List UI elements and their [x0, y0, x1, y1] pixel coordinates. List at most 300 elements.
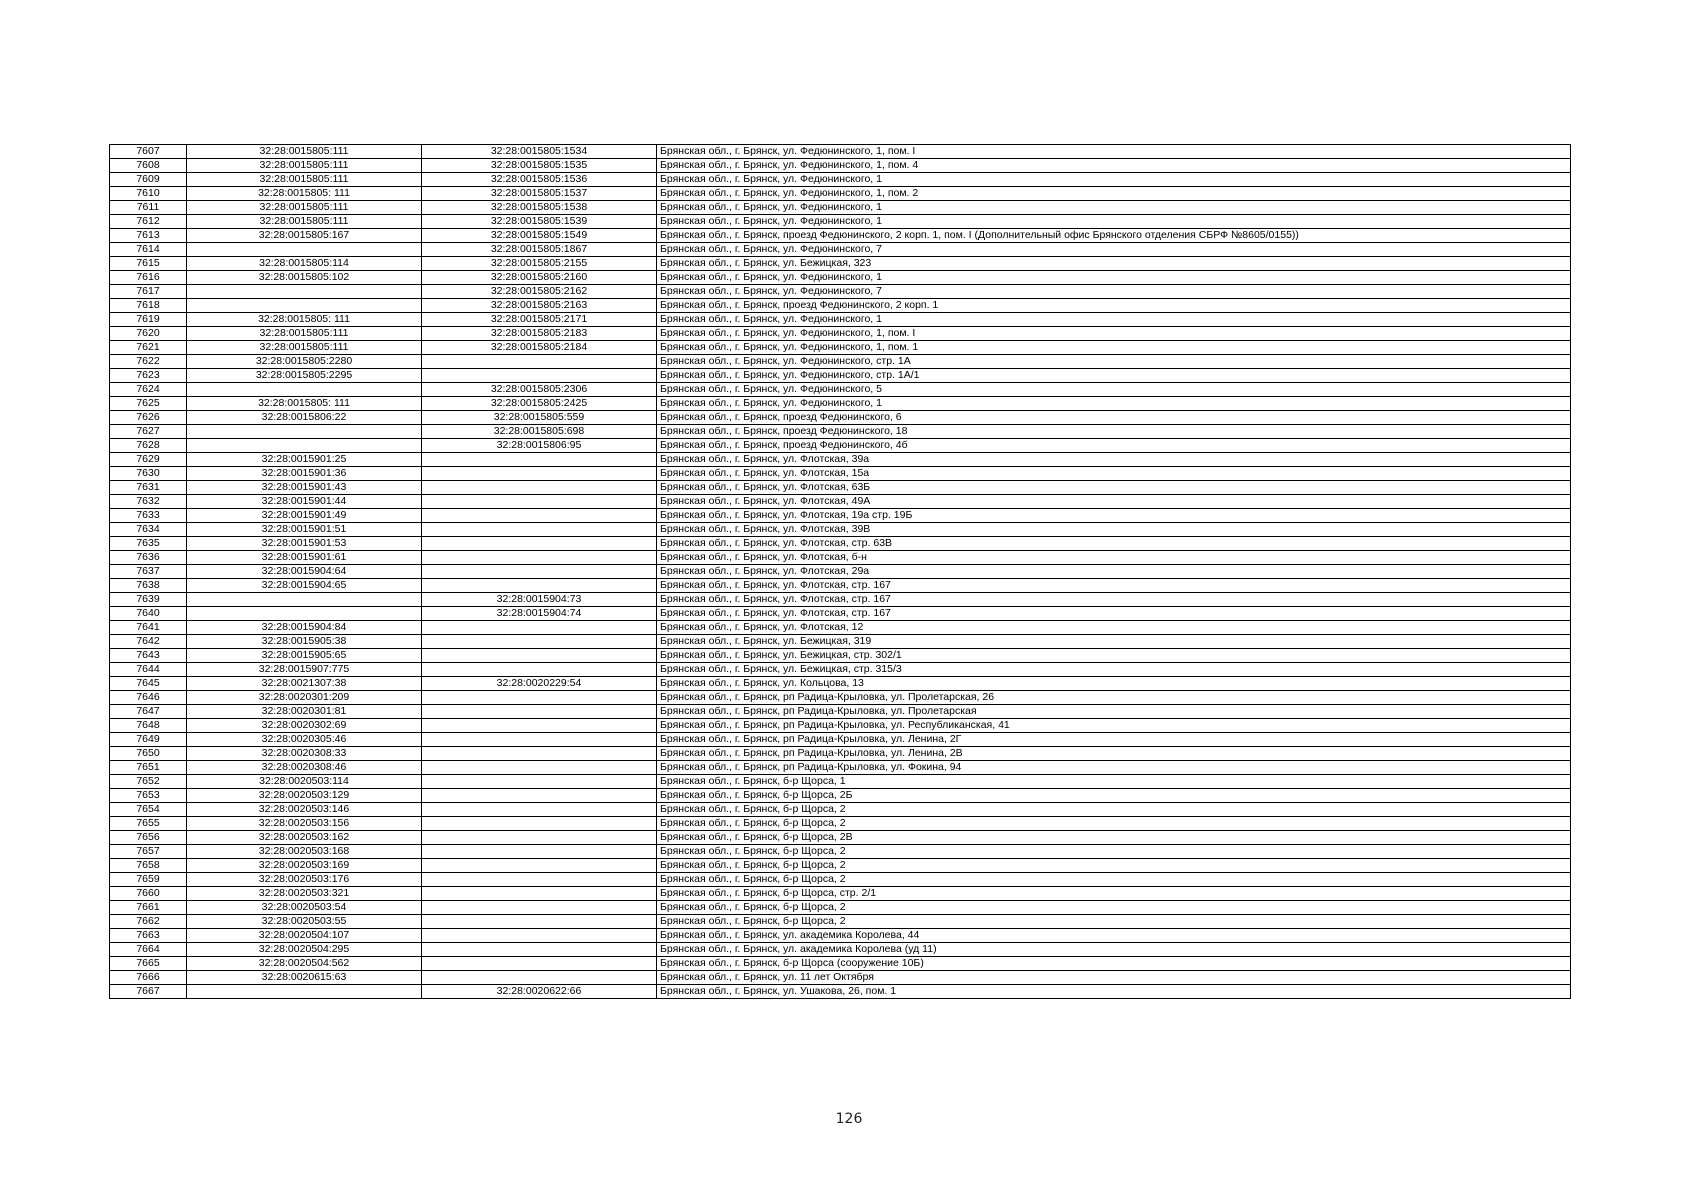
address-cell: Брянская обл., г. Брянск, ул. Флотская, 29а: [657, 565, 1571, 579]
row-number-cell: 7623: [110, 369, 187, 383]
building-cadastral-number-cell: 32:28:0015805:2163: [422, 299, 657, 313]
table-row: [110, 425, 1571, 439]
address-cell: Брянская обл., г. Брянск, б-р Щорса, стр. 2/1: [657, 887, 1571, 901]
land-cadastral-number-cell: 32:28:0015805:102: [187, 271, 422, 285]
land-cadastral-number-cell: [187, 439, 422, 453]
table-row: [110, 341, 1571, 355]
row-number-cell: 7630: [110, 467, 187, 481]
land-cadastral-number-cell: 32:28:0015805:111: [187, 215, 422, 229]
row-number-cell: 7629: [110, 453, 187, 467]
building-cadastral-number-cell: [422, 817, 657, 831]
row-number-cell: 7625: [110, 397, 187, 411]
row-number-cell: 7609: [110, 173, 187, 187]
land-cadastral-number-cell: 32:28:0020503:169: [187, 859, 422, 873]
building-cadastral-number-cell: [422, 663, 657, 677]
row-number-cell: 7662: [110, 915, 187, 929]
address-cell: Брянская обл., г. Брянск, ул. Флотская, 63Б: [657, 481, 1571, 495]
building-cadastral-number-cell: [422, 831, 657, 845]
row-number-cell: 7660: [110, 887, 187, 901]
row-number-cell: 7643: [110, 649, 187, 663]
row-number-cell: 7633: [110, 509, 187, 523]
land-cadastral-number-cell: 32:28:0015901:25: [187, 453, 422, 467]
building-cadastral-number-cell: [422, 481, 657, 495]
building-cadastral-number-cell: 32:28:0015805:1539: [422, 215, 657, 229]
table-row: [110, 747, 1571, 761]
table-row: [110, 551, 1571, 565]
row-number-cell: 7607: [110, 145, 187, 159]
land-cadastral-number-cell: 32:28:0015805: 111: [187, 397, 422, 411]
building-cadastral-number-cell: [422, 803, 657, 817]
table-row: [110, 271, 1571, 285]
row-number-cell: 7620: [110, 327, 187, 341]
building-cadastral-number-cell: 32:28:0015805:559: [422, 411, 657, 425]
land-cadastral-number-cell: 32:28:0020503:168: [187, 845, 422, 859]
row-number-cell: 7640: [110, 607, 187, 621]
address-cell: Брянская обл., г. Брянск, рп Радица-Крыловка, ул. Ленина, 2В: [657, 747, 1571, 761]
address-cell: Брянская обл., г. Брянск, ул. Флотская, стр. 167: [657, 593, 1571, 607]
building-cadastral-number-cell: [422, 873, 657, 887]
address-cell: Брянская обл., г. Брянск, ул. Федюнинского, 5: [657, 383, 1571, 397]
table-row: [110, 943, 1571, 957]
address-cell: Брянская обл., г. Брянск, ул. Флотская, 39В: [657, 523, 1571, 537]
building-cadastral-number-cell: 32:28:0015805:1867: [422, 243, 657, 257]
building-cadastral-number-cell: [422, 901, 657, 915]
building-cadastral-number-cell: [422, 691, 657, 705]
building-cadastral-number-cell: 32:28:0015805:1535: [422, 159, 657, 173]
row-number-cell: 7637: [110, 565, 187, 579]
address-cell: Брянская обл., г. Брянск, ул. Федюнинского, 1, пом. I: [657, 327, 1571, 341]
address-cell: Брянская обл., г. Брянск, ул. Федюнинского, стр. 1А/1: [657, 369, 1571, 383]
address-cell: Брянская обл., г. Брянск, ул. Флотская, б-н: [657, 551, 1571, 565]
land-cadastral-number-cell: 32:28:0020615:63: [187, 971, 422, 985]
row-number-cell: 7649: [110, 733, 187, 747]
address-cell: Брянская обл., г. Брянск, проезд Федюнинского, 6: [657, 411, 1571, 425]
address-cell: Брянская обл., г. Брянск, б-р Щорса, 2: [657, 901, 1571, 915]
table-row: [110, 677, 1571, 691]
table-row: [110, 523, 1571, 537]
table-row: [110, 803, 1571, 817]
row-number-cell: 7654: [110, 803, 187, 817]
table-row: [110, 467, 1571, 481]
table-row: [110, 481, 1571, 495]
land-cadastral-number-cell: [187, 243, 422, 257]
table-row: [110, 215, 1571, 229]
address-cell: Брянская обл., г. Брянск, б-р Щорса (сооружение 10Б): [657, 957, 1571, 971]
land-cadastral-number-cell: 32:28:0015805:111: [187, 327, 422, 341]
land-cadastral-number-cell: 32:28:0015805:114: [187, 257, 422, 271]
address-cell: Брянская обл., г. Брянск, ул. Кольцова, 13: [657, 677, 1571, 691]
land-cadastral-number-cell: 32:28:0015805: 111: [187, 187, 422, 201]
building-cadastral-number-cell: [422, 551, 657, 565]
building-cadastral-number-cell: [422, 733, 657, 747]
building-cadastral-number-cell: 32:28:0015805:1534: [422, 145, 657, 159]
table-row: [110, 929, 1571, 943]
row-number-cell: 7648: [110, 719, 187, 733]
land-cadastral-number-cell: 32:28:0020302:69: [187, 719, 422, 733]
row-number-cell: 7610: [110, 187, 187, 201]
table-row: [110, 719, 1571, 733]
table-row: [110, 173, 1571, 187]
building-cadastral-number-cell: [422, 747, 657, 761]
land-cadastral-number-cell: 32:28:0015805:111: [187, 159, 422, 173]
table-row: [110, 915, 1571, 929]
land-cadastral-number-cell: 32:28:0015806:22: [187, 411, 422, 425]
row-number-cell: 7651: [110, 761, 187, 775]
building-cadastral-number-cell: 32:28:0015805:1536: [422, 173, 657, 187]
land-cadastral-number-cell: 32:28:0015805:111: [187, 341, 422, 355]
row-number-cell: 7636: [110, 551, 187, 565]
land-cadastral-number-cell: 32:28:0015901:53: [187, 537, 422, 551]
building-cadastral-number-cell: [422, 537, 657, 551]
address-cell: Брянская обл., г. Брянск, ул. Флотская, стр. 167: [657, 579, 1571, 593]
row-number-cell: 7638: [110, 579, 187, 593]
address-cell: Брянская обл., г. Брянск, б-р Щорса, 2Б: [657, 789, 1571, 803]
row-number-cell: 7612: [110, 215, 187, 229]
building-cadastral-number-cell: 32:28:0015805:2184: [422, 341, 657, 355]
table-row: [110, 887, 1571, 901]
land-cadastral-number-cell: 32:28:0015805:2280: [187, 355, 422, 369]
address-cell: Брянская обл., г. Брянск, ул. Федюнинского, 1: [657, 397, 1571, 411]
table-row: [110, 285, 1571, 299]
row-number-cell: 7657: [110, 845, 187, 859]
building-cadastral-number-cell: 32:28:0015805:2183: [422, 327, 657, 341]
table-row: [110, 971, 1571, 985]
table-row: [110, 243, 1571, 257]
address-cell: Брянская обл., г. Брянск, б-р Щорса, 2: [657, 915, 1571, 929]
building-cadastral-number-cell: [422, 761, 657, 775]
building-cadastral-number-cell: [422, 719, 657, 733]
land-cadastral-number-cell: [187, 285, 422, 299]
building-cadastral-number-cell: 32:28:0015805:2171: [422, 313, 657, 327]
address-cell: Брянская обл., г. Брянск, ул. Федюнинского, 1, пом. 4: [657, 159, 1571, 173]
address-cell: Брянская обл., г. Брянск, ул. Федюнинского, 1, пом. I: [657, 145, 1571, 159]
land-cadastral-number-cell: 32:28:0020504:295: [187, 943, 422, 957]
page-number: 126: [835, 1111, 863, 1127]
table-row: [110, 733, 1571, 747]
address-cell: Брянская обл., г. Брянск, б-р Щорса, 2: [657, 859, 1571, 873]
table-row: [110, 299, 1571, 313]
land-cadastral-number-cell: 32:28:0015904:65: [187, 579, 422, 593]
address-cell: Брянская обл., г. Брянск, ул. Флотская, 12: [657, 621, 1571, 635]
building-cadastral-number-cell: 32:28:0015805:1537: [422, 187, 657, 201]
land-cadastral-number-cell: 32:28:0020305:46: [187, 733, 422, 747]
address-cell: Брянская обл., г. Брянск, ул. 11 лет Октября: [657, 971, 1571, 985]
land-cadastral-number-cell: 32:28:0015805: 111: [187, 313, 422, 327]
row-number-cell: 7627: [110, 425, 187, 439]
address-cell: Брянская обл., г. Брянск, ул. Федюнинского, стр. 1А: [657, 355, 1571, 369]
address-cell: Брянская обл., г. Брянск, ул. Флотская, 39а: [657, 453, 1571, 467]
land-cadastral-number-cell: 32:28:0015901:43: [187, 481, 422, 495]
row-number-cell: 7608: [110, 159, 187, 173]
table-row: [110, 369, 1571, 383]
table-row: [110, 579, 1571, 593]
row-number-cell: 7641: [110, 621, 187, 635]
row-number-cell: 7639: [110, 593, 187, 607]
row-number-cell: 7615: [110, 257, 187, 271]
land-cadastral-number-cell: 32:28:0020504:107: [187, 929, 422, 943]
table-row: [110, 201, 1571, 215]
table-row: [110, 145, 1571, 159]
building-cadastral-number-cell: [422, 621, 657, 635]
row-number-cell: 7613: [110, 229, 187, 243]
table-row: [110, 817, 1571, 831]
row-number-cell: 7635: [110, 537, 187, 551]
address-cell: Брянская обл., г. Брянск, б-р Щорса, 2В: [657, 831, 1571, 845]
row-number-cell: 7653: [110, 789, 187, 803]
address-cell: Брянская обл., г. Брянск, ул. Бежицкая, стр. 315/3: [657, 663, 1571, 677]
land-cadastral-number-cell: 32:28:0015904:84: [187, 621, 422, 635]
land-cadastral-number-cell: 32:28:0020503:54: [187, 901, 422, 915]
address-cell: Брянская обл., г. Брянск, проезд Федюнинского, 18: [657, 425, 1571, 439]
row-number-cell: 7619: [110, 313, 187, 327]
row-number-cell: 7626: [110, 411, 187, 425]
row-number-cell: 7611: [110, 201, 187, 215]
building-cadastral-number-cell: [422, 943, 657, 957]
building-cadastral-number-cell: [422, 915, 657, 929]
row-number-cell: 7631: [110, 481, 187, 495]
table-row: [110, 187, 1571, 201]
building-cadastral-number-cell: 32:28:0015805:1549: [422, 229, 657, 243]
table-row: [110, 831, 1571, 845]
building-cadastral-number-cell: [422, 369, 657, 383]
table-row: [110, 957, 1571, 971]
address-cell: Брянская обл., г. Брянск, б-р Щорса, 2: [657, 873, 1571, 887]
address-cell: Брянская обл., г. Брянск, ул. Федюнинского, 1, пом. 1: [657, 341, 1571, 355]
land-cadastral-number-cell: [187, 985, 422, 999]
building-cadastral-number-cell: 32:28:0015805:2160: [422, 271, 657, 285]
building-cadastral-number-cell: 32:28:0015805:698: [422, 425, 657, 439]
building-cadastral-number-cell: [422, 467, 657, 481]
building-cadastral-number-cell: [422, 845, 657, 859]
row-number-cell: 7617: [110, 285, 187, 299]
address-cell: Брянская обл., г. Брянск, ул. Бежицкая, 323: [657, 257, 1571, 271]
table-row: [110, 229, 1571, 243]
building-cadastral-number-cell: 32:28:0015904:73: [422, 593, 657, 607]
row-number-cell: 7646: [110, 691, 187, 705]
table-row: [110, 691, 1571, 705]
building-cadastral-number-cell: [422, 957, 657, 971]
building-cadastral-number-cell: 32:28:0015805:2306: [422, 383, 657, 397]
address-cell: Брянская обл., г. Брянск, б-р Щорса, 1: [657, 775, 1571, 789]
address-cell: Брянская обл., г. Брянск, проезд Федюнинского, 2 корп. 1: [657, 299, 1571, 313]
address-cell: Брянская обл., г. Брянск, ул. Бежицкая, стр. 302/1: [657, 649, 1571, 663]
land-cadastral-number-cell: 32:28:0015907:775: [187, 663, 422, 677]
table-row: [110, 649, 1571, 663]
address-cell: Брянская обл., г. Брянск, ул. Ушакова, 26, пом. 1: [657, 985, 1571, 999]
building-cadastral-number-cell: [422, 453, 657, 467]
table-row: [110, 621, 1571, 635]
building-cadastral-number-cell: [422, 859, 657, 873]
building-cadastral-number-cell: [422, 649, 657, 663]
building-cadastral-number-cell: [422, 579, 657, 593]
land-cadastral-number-cell: 32:28:0020503:55: [187, 915, 422, 929]
building-cadastral-number-cell: 32:28:0020622:66: [422, 985, 657, 999]
address-cell: Брянская обл., г. Брянск, рп Радица-Крыловка, ул. Республиканская, 41: [657, 719, 1571, 733]
row-number-cell: 7650: [110, 747, 187, 761]
address-cell: Брянская обл., г. Брянск, б-р Щорса, 2: [657, 803, 1571, 817]
table-row: [110, 509, 1571, 523]
building-cadastral-number-cell: [422, 789, 657, 803]
row-number-cell: 7658: [110, 859, 187, 873]
table-row: [110, 873, 1571, 887]
row-number-cell: 7618: [110, 299, 187, 313]
land-cadastral-number-cell: 32:28:0020301:209: [187, 691, 422, 705]
building-cadastral-number-cell: 32:28:0015805:2425: [422, 397, 657, 411]
building-cadastral-number-cell: 32:28:0015904:74: [422, 607, 657, 621]
table-row: [110, 537, 1571, 551]
building-cadastral-number-cell: [422, 887, 657, 901]
row-number-cell: 7644: [110, 663, 187, 677]
land-cadastral-number-cell: 32:28:0015901:44: [187, 495, 422, 509]
address-cell: Брянская обл., г. Брянск, ул. Флотская, стр. 167: [657, 607, 1571, 621]
table-row: [110, 845, 1571, 859]
address-cell: Брянская обл., г. Брянск, рп Радица-Крыловка, ул. Фокина, 94: [657, 761, 1571, 775]
building-cadastral-number-cell: [422, 971, 657, 985]
registry-body: [110, 145, 1571, 999]
table-row: [110, 411, 1571, 425]
building-cadastral-number-cell: [422, 523, 657, 537]
table-row: [110, 257, 1571, 271]
row-number-cell: 7667: [110, 985, 187, 999]
land-cadastral-number-cell: 32:28:0015805:167: [187, 229, 422, 243]
land-cadastral-number-cell: 32:28:0015905:38: [187, 635, 422, 649]
table-row: [110, 635, 1571, 649]
building-cadastral-number-cell: [422, 929, 657, 943]
land-cadastral-number-cell: [187, 383, 422, 397]
land-cadastral-number-cell: 32:28:0015901:36: [187, 467, 422, 481]
address-cell: Брянская обл., г. Брянск, ул. Федюнинского, 1: [657, 201, 1571, 215]
table-row: [110, 705, 1571, 719]
land-cadastral-number-cell: 32:28:0020503:114: [187, 775, 422, 789]
row-number-cell: 7652: [110, 775, 187, 789]
row-number-cell: 7624: [110, 383, 187, 397]
building-cadastral-number-cell: [422, 495, 657, 509]
table-row: [110, 775, 1571, 789]
row-number-cell: 7659: [110, 873, 187, 887]
row-number-cell: 7642: [110, 635, 187, 649]
land-cadastral-number-cell: 32:28:0020503:129: [187, 789, 422, 803]
land-cadastral-number-cell: 32:28:0020301:81: [187, 705, 422, 719]
building-cadastral-number-cell: [422, 355, 657, 369]
registry-table: [109, 144, 1571, 999]
address-cell: Брянская обл., г. Брянск, ул. Федюнинского, 7: [657, 285, 1571, 299]
land-cadastral-number-cell: 32:28:0015805:111: [187, 145, 422, 159]
land-cadastral-number-cell: 32:28:0015805:2295: [187, 369, 422, 383]
table-row: [110, 565, 1571, 579]
row-number-cell: 7665: [110, 957, 187, 971]
land-cadastral-number-cell: 32:28:0020504:562: [187, 957, 422, 971]
row-number-cell: 7645: [110, 677, 187, 691]
land-cadastral-number-cell: 32:28:0015901:51: [187, 523, 422, 537]
row-number-cell: 7655: [110, 817, 187, 831]
address-cell: Брянская обл., г. Брянск, ул. академика Королева, 44: [657, 929, 1571, 943]
address-cell: Брянская обл., г. Брянск, ул. Федюнинского, 1, пом. 2: [657, 187, 1571, 201]
address-cell: Брянская обл., г. Брянск, проезд Федюнинского, 4б: [657, 439, 1571, 453]
row-number-cell: 7666: [110, 971, 187, 985]
land-cadastral-number-cell: 32:28:0015901:49: [187, 509, 422, 523]
address-cell: Брянская обл., г. Брянск, ул. Федюнинского, 1: [657, 173, 1571, 187]
address-cell: Брянская обл., г. Брянск, ул. Федюнинского, 7: [657, 243, 1571, 257]
address-cell: Брянская обл., г. Брянск, рп Радица-Крыловка, ул. Ленина, 2Г: [657, 733, 1571, 747]
row-number-cell: 7661: [110, 901, 187, 915]
land-cadastral-number-cell: 32:28:0015904:64: [187, 565, 422, 579]
building-cadastral-number-cell: 32:28:0015806:95: [422, 439, 657, 453]
address-cell: Брянская обл., г. Брянск, ул. Бежицкая, 319: [657, 635, 1571, 649]
land-cadastral-number-cell: [187, 607, 422, 621]
land-cadastral-number-cell: 32:28:0020503:162: [187, 831, 422, 845]
land-cadastral-number-cell: 32:28:0020308:33: [187, 747, 422, 761]
address-cell: Брянская обл., г. Брянск, ул. академика Королева (уд 11): [657, 943, 1571, 957]
address-cell: Брянская обл., г. Брянск, ул. Флотская, 19а стр. 19Б: [657, 509, 1571, 523]
table-row: [110, 439, 1571, 453]
table-row: [110, 593, 1571, 607]
building-cadastral-number-cell: 32:28:0015805:2155: [422, 257, 657, 271]
building-cadastral-number-cell: 32:28:0015805:2162: [422, 285, 657, 299]
row-number-cell: 7634: [110, 523, 187, 537]
table-row: [110, 789, 1571, 803]
land-cadastral-number-cell: 32:28:0015901:61: [187, 551, 422, 565]
land-cadastral-number-cell: 32:28:0020503:321: [187, 887, 422, 901]
land-cadastral-number-cell: 32:28:0020503:156: [187, 817, 422, 831]
table-row: [110, 859, 1571, 873]
land-cadastral-number-cell: [187, 425, 422, 439]
row-number-cell: 7647: [110, 705, 187, 719]
row-number-cell: 7664: [110, 943, 187, 957]
table-row: [110, 159, 1571, 173]
row-number-cell: 7628: [110, 439, 187, 453]
row-number-cell: 7632: [110, 495, 187, 509]
row-number-cell: 7614: [110, 243, 187, 257]
table-row: [110, 397, 1571, 411]
land-cadastral-number-cell: 32:28:0015805:111: [187, 173, 422, 187]
row-number-cell: 7663: [110, 929, 187, 943]
land-cadastral-number-cell: 32:28:0015905:65: [187, 649, 422, 663]
table-row: [110, 453, 1571, 467]
table-row: [110, 985, 1571, 999]
table-row: [110, 355, 1571, 369]
row-number-cell: 7621: [110, 341, 187, 355]
address-cell: Брянская обл., г. Брянск, ул. Флотская, 49А: [657, 495, 1571, 509]
table-row: [110, 607, 1571, 621]
address-cell: Брянская обл., г. Брянск, ул. Флотская, стр. 63В: [657, 537, 1571, 551]
land-cadastral-number-cell: [187, 299, 422, 313]
address-cell: Брянская обл., г. Брянск, б-р Щорса, 2: [657, 817, 1571, 831]
address-cell: Брянская обл., г. Брянск, рп Радица-Крыловка, ул. Пролетарская, 26: [657, 691, 1571, 705]
building-cadastral-number-cell: 32:28:0015805:1538: [422, 201, 657, 215]
address-cell: Брянская обл., г. Брянск, б-р Щорса, 2: [657, 845, 1571, 859]
land-cadastral-number-cell: 32:28:0021307:38: [187, 677, 422, 691]
address-cell: Брянская обл., г. Брянск, ул. Федюнинского, 1: [657, 313, 1571, 327]
land-cadastral-number-cell: [187, 593, 422, 607]
land-cadastral-number-cell: 32:28:0015805:111: [187, 201, 422, 215]
address-cell: Брянская обл., г. Брянск, ул. Федюнинского, 1: [657, 271, 1571, 285]
table-row: [110, 327, 1571, 341]
row-number-cell: 7622: [110, 355, 187, 369]
building-cadastral-number-cell: [422, 705, 657, 719]
building-cadastral-number-cell: [422, 775, 657, 789]
table-row: [110, 663, 1571, 677]
land-cadastral-number-cell: 32:28:0020308:46: [187, 761, 422, 775]
building-cadastral-number-cell: [422, 509, 657, 523]
land-cadastral-number-cell: 32:28:0020503:176: [187, 873, 422, 887]
address-cell: Брянская обл., г. Брянск, ул. Флотская, 15а: [657, 467, 1571, 481]
building-cadastral-number-cell: [422, 565, 657, 579]
address-cell: Брянская обл., г. Брянск, проезд Федюнинского, 2 корп. 1, пом. I (Дополнительный офис Брянского отделения СБРФ №8605/0155)): [657, 229, 1571, 243]
address-cell: Брянская обл., г. Брянск, рп Радица-Крыловка, ул. Пролетарская: [657, 705, 1571, 719]
address-cell: Брянская обл., г. Брянск, ул. Федюнинского, 1: [657, 215, 1571, 229]
row-number-cell: 7656: [110, 831, 187, 845]
table-row: [110, 761, 1571, 775]
